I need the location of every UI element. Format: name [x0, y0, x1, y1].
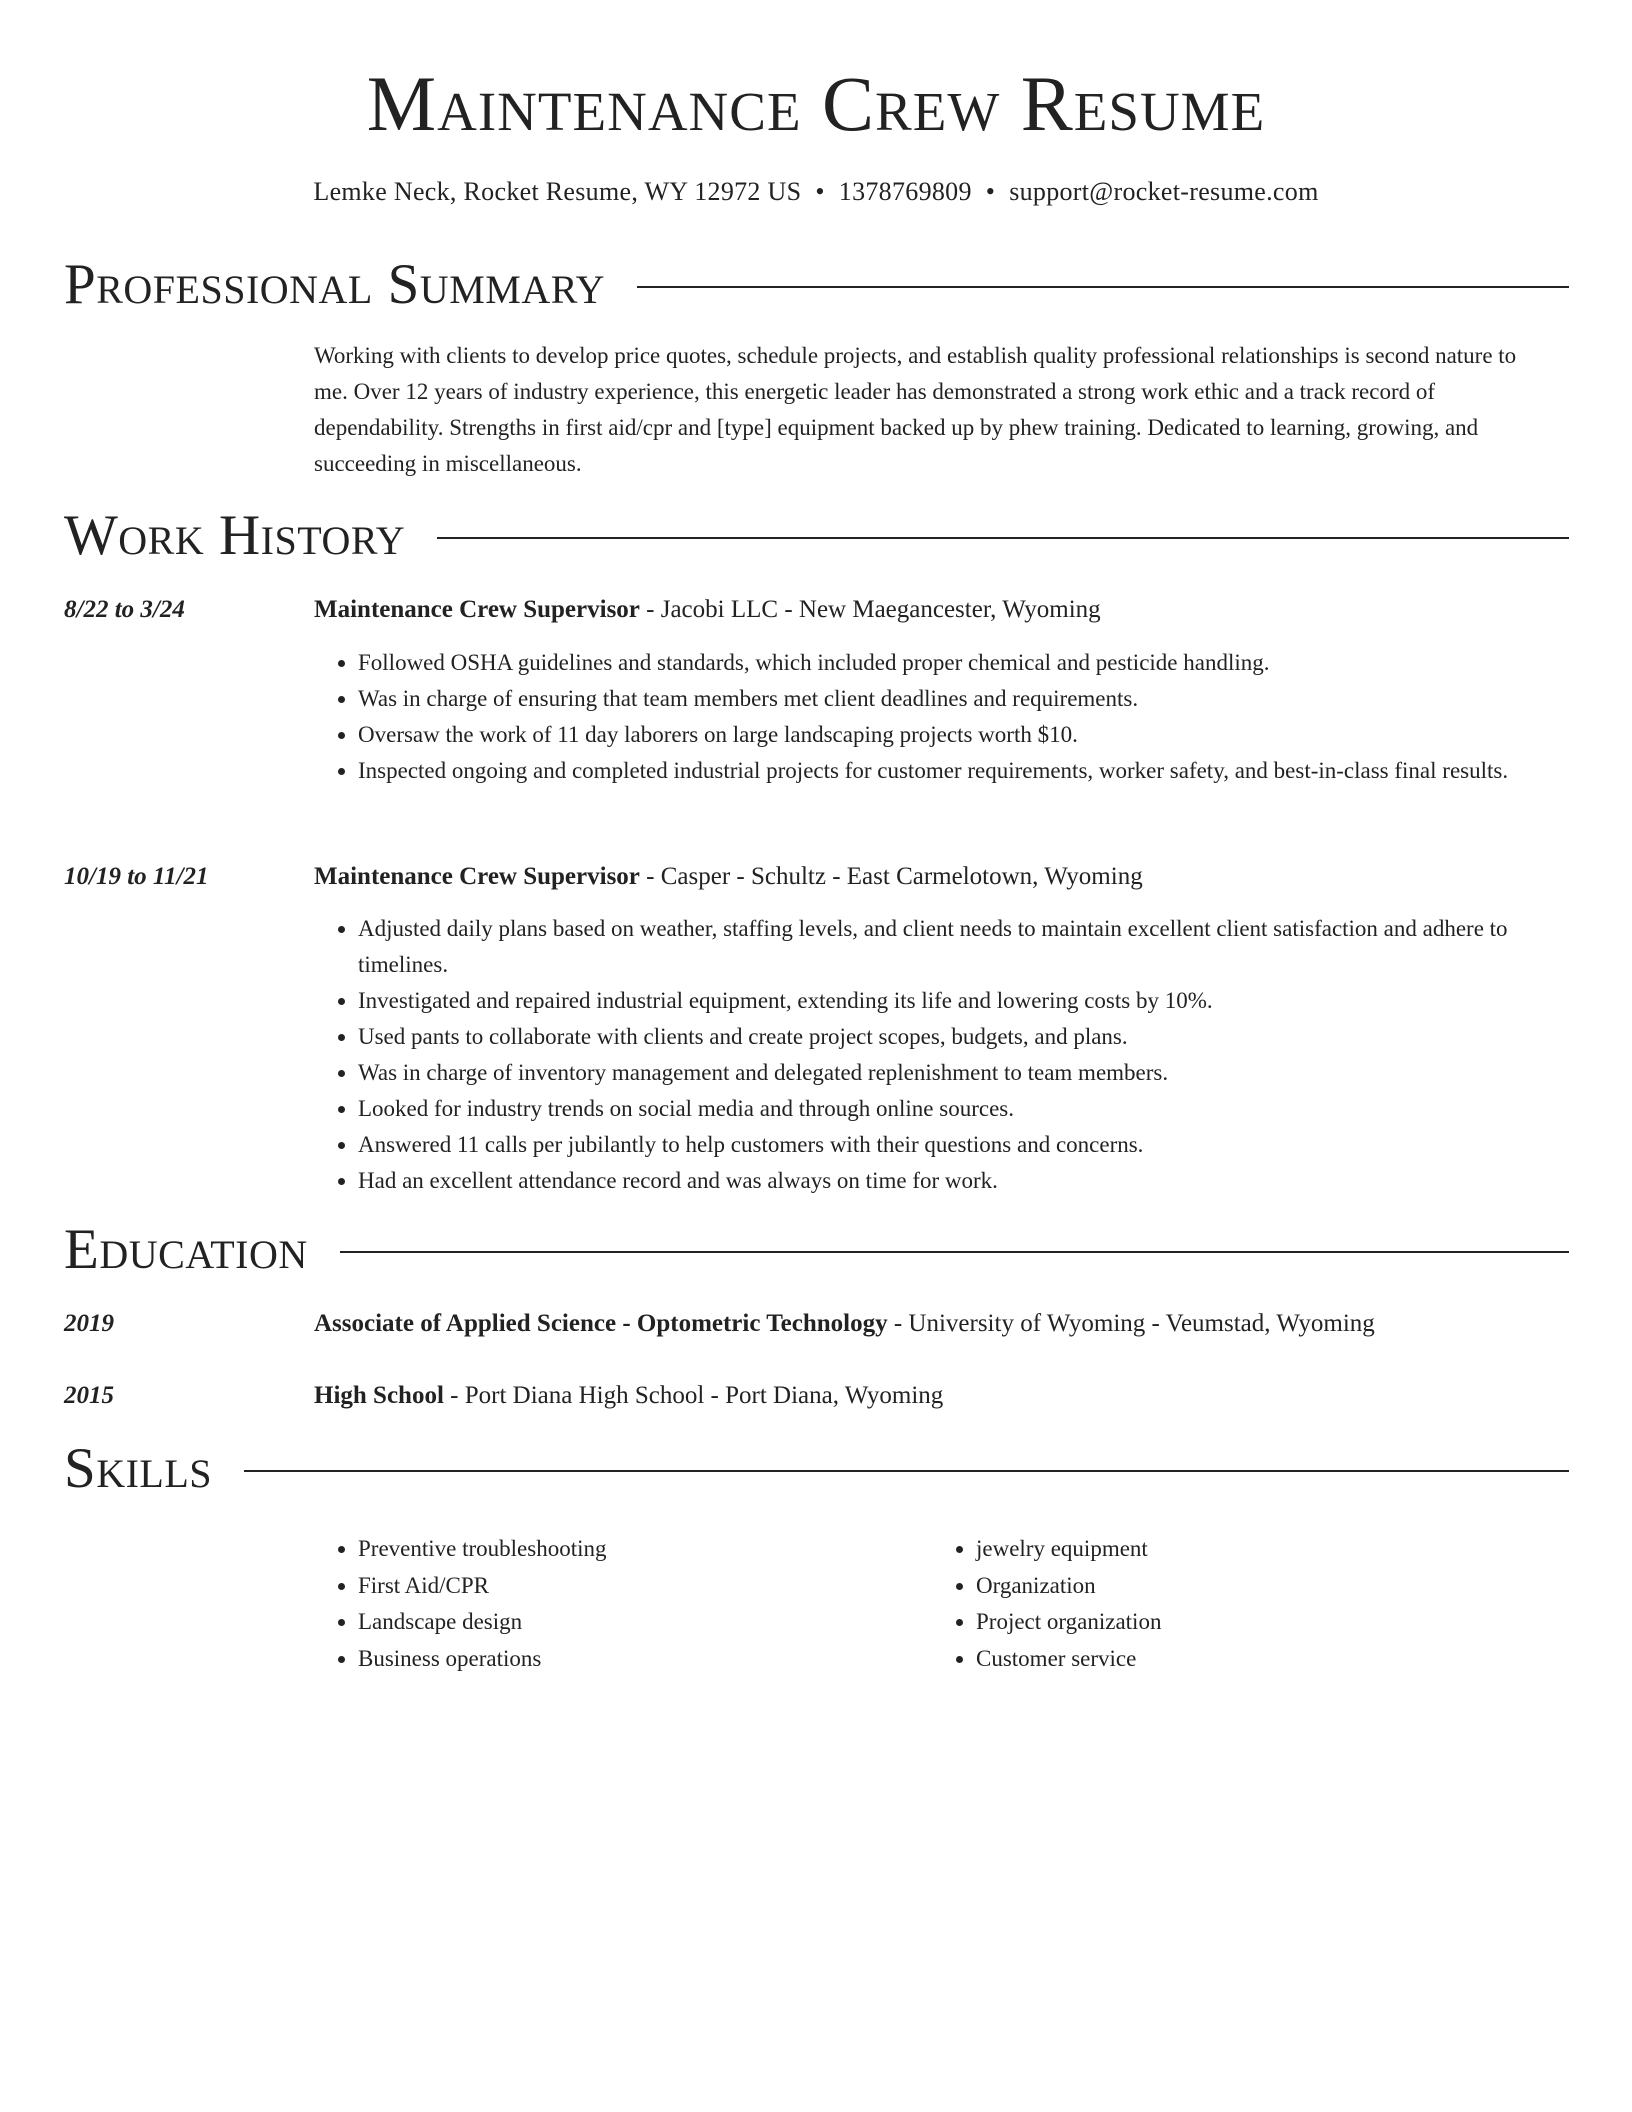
- section-skills: [64, 1438, 1569, 1500]
- contact-phone: 1378769809: [838, 177, 972, 206]
- section-divider: [340, 1251, 1569, 1253]
- section-divider: [437, 537, 1569, 539]
- skills-list-right: [932, 1531, 1492, 1677]
- contact-separator: •: [985, 177, 996, 206]
- job-title: Maintenance Crew Supervisor: [314, 863, 640, 890]
- contact-line: [0, 174, 1632, 210]
- skill-item: • Business operations: [358, 1641, 874, 1678]
- section-title: Skills: [64, 1437, 213, 1500]
- job-dates: 10/19 to 11/21: [64, 863, 209, 890]
- education-degree: High School: [314, 1382, 444, 1409]
- job-bullet-list: [314, 911, 1564, 1199]
- skill-item: • Project organization: [976, 1604, 1492, 1641]
- skill-item: • Customer service: [976, 1641, 1492, 1678]
- education-year: 2019: [64, 1310, 114, 1337]
- job-heading: [314, 860, 1564, 894]
- skill-item: • Landscape design: [358, 1604, 874, 1641]
- contact-email: support@rocket-resume.com: [1009, 177, 1319, 206]
- job-details: - Casper - Schultz - East Carmelotown, Wyoming: [639, 863, 1143, 890]
- job-heading: [314, 593, 1564, 627]
- skill-item: • First Aid/CPR: [358, 1568, 874, 1605]
- education-entry: [314, 1379, 1564, 1413]
- list-item: • Adjusted daily plans based on weather, staffing levels, and client needs to maintain excellent client satisfaction and adhere to timelines.: [358, 911, 1564, 983]
- list-item: • Oversaw the work of 11 day laborers on large landscaping projects worth $10.: [358, 717, 1564, 753]
- section-professional-summary: [64, 254, 1569, 316]
- list-item: • Was in charge of ensuring that team members met client deadlines and requirements.: [358, 681, 1564, 717]
- list-item: • Investigated and repaired industrial equipment, extending its life and lowering costs by 10%.: [358, 983, 1564, 1019]
- section-work-history: [64, 505, 1569, 567]
- section-education: [64, 1219, 1569, 1281]
- skill-item: • jewelry equipment: [976, 1531, 1492, 1568]
- contact-separator: •: [815, 177, 825, 206]
- skill-item: • Preventive troubleshooting: [358, 1531, 874, 1568]
- contact-address: Lemke Neck, Rocket Resume, WY 12972 US: [313, 177, 802, 206]
- skills-list-left: [314, 1531, 874, 1677]
- list-item: • Answered 11 calls per jubilantly to help customers with their questions and concerns.: [358, 1127, 1564, 1163]
- education-details: - University of Wyoming - Veumstad, Wyoming: [887, 1310, 1375, 1337]
- section-divider: [637, 286, 1569, 288]
- job-dates: 8/22 to 3/24: [64, 596, 185, 623]
- list-item: • Looked for industry trends on social media and through online sources.: [358, 1091, 1564, 1127]
- skill-item: • Organization: [976, 1568, 1492, 1605]
- list-item: • Was in charge of inventory management and delegated replenishment to team members.: [358, 1055, 1564, 1091]
- education-entry: [314, 1307, 1564, 1341]
- section-divider: [244, 1470, 1569, 1472]
- section-title: Professional Summary: [64, 253, 606, 316]
- education-degree: Associate of Applied Science - Optometric Technology: [314, 1310, 888, 1337]
- job-details: - Jacobi LLC - New Maegancester, Wyoming: [639, 596, 1101, 623]
- education-details: - Port Diana High School - Port Diana, Wyoming: [443, 1382, 944, 1409]
- summary-text: Working with clients to develop price quotes, schedule projects, and establish quality professional relationships is second nature to me. Over 12 years of industry experience, this energetic leader has demonstrated a strong work ethic and a track record of dependability. Strengths in first aid/cpr and [type] equipment backed up by phew training. Dedicated to learning, growing, and succeeding in miscellaneous.: [314, 343, 1517, 476]
- education-year: 2015: [64, 1382, 114, 1409]
- list-item: • Used pants to collaborate with clients and create project scopes, budgets, and plans.: [358, 1019, 1564, 1055]
- section-title: Education: [64, 1218, 308, 1281]
- section-title: Work History: [64, 504, 406, 567]
- list-item: • Had an excellent attendance record and was always on time for work.: [358, 1163, 1564, 1199]
- job-title: Maintenance Crew Supervisor: [314, 596, 640, 623]
- list-item: • Inspected ongoing and completed industrial projects for customer requirements, worker safety, and best-in-class final results.: [358, 753, 1564, 789]
- resume-title: Maintenance Crew Resume: [366, 60, 1266, 147]
- list-item: • Followed OSHA guidelines and standards, which included proper chemical and pesticide handling.: [358, 645, 1564, 681]
- job-bullet-list: [314, 645, 1564, 789]
